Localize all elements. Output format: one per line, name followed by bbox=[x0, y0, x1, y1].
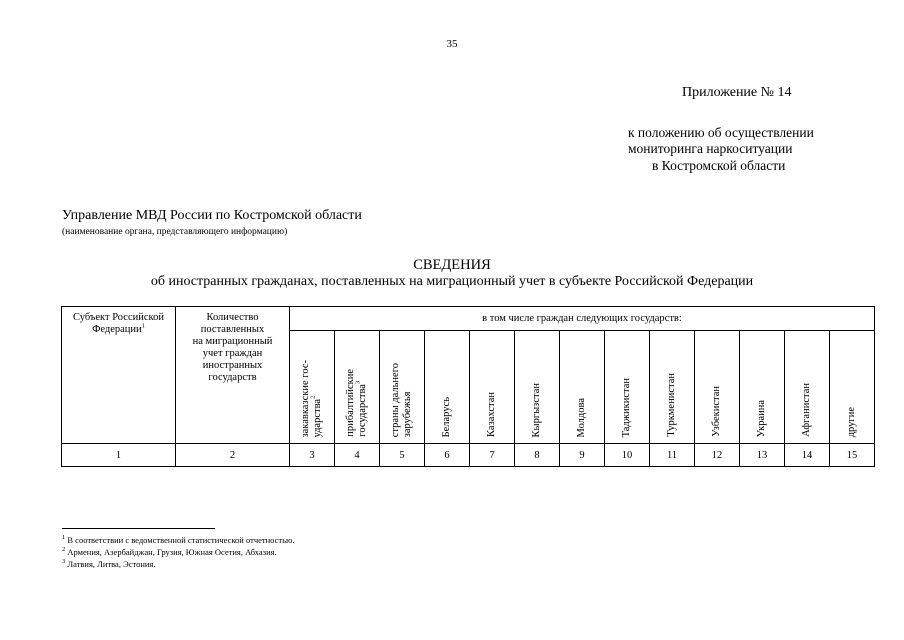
footnote-mark: 3 bbox=[354, 381, 362, 385]
document-title: СВЕДЕНИЯ bbox=[413, 257, 491, 273]
footnote bbox=[62, 559, 155, 569]
country-name-line: государства bbox=[357, 384, 368, 437]
count-header-line: учет граждан bbox=[202, 348, 263, 359]
country-name-line: страны дальнего bbox=[390, 362, 401, 437]
country-header bbox=[666, 373, 678, 437]
column-number-cell: 14 bbox=[785, 444, 830, 467]
column-number-cell: 13 bbox=[740, 444, 785, 467]
country-header bbox=[531, 383, 543, 437]
footnote-mark: 3 bbox=[62, 558, 66, 566]
appendix-subtitle-line: в Костромской области bbox=[652, 158, 786, 173]
column-number-cell: 9 bbox=[560, 444, 605, 467]
country-name-line: закавказские гос- bbox=[300, 359, 311, 437]
column-number-cell: 8 bbox=[515, 444, 560, 467]
footnote bbox=[62, 535, 294, 545]
footnote-separator bbox=[62, 528, 215, 529]
country-header bbox=[390, 363, 414, 437]
column-number-cell: 11 bbox=[650, 444, 695, 467]
country-header bbox=[801, 383, 813, 437]
count-header-line: государств bbox=[208, 372, 257, 383]
country-header-cell bbox=[380, 331, 425, 444]
subject-header-cell bbox=[62, 307, 176, 444]
footnote-text: В соответствии с ведомственной статистической отчетностью. bbox=[67, 535, 295, 545]
count-header-line: иностранных bbox=[202, 360, 263, 371]
data-table bbox=[61, 306, 875, 467]
count-header-cell bbox=[176, 307, 290, 444]
count-header-line: Количество bbox=[206, 312, 259, 323]
appendix-title: Приложение № 14 bbox=[682, 85, 792, 100]
footnote-mark: 2 bbox=[309, 395, 317, 399]
country-header bbox=[486, 392, 498, 437]
count-header-line: на миграционный bbox=[192, 336, 273, 347]
appendix-subtitle-line: мониторинга наркоситуации bbox=[628, 141, 793, 156]
footnote-text: Армения, Азербайджан, Грузия, Южная Осетия, Абхазия. bbox=[67, 547, 277, 557]
country-name-line: Афганистан bbox=[801, 383, 812, 437]
appendix-subtitle-line: к положению об осуществлении bbox=[628, 125, 814, 140]
column-number-cell: 7 bbox=[470, 444, 515, 467]
country-header-cell bbox=[335, 331, 380, 444]
column-number-cell: 2 bbox=[176, 444, 290, 467]
page-number: 35 bbox=[446, 38, 458, 50]
country-name-line: ударства bbox=[312, 398, 323, 437]
country-header bbox=[711, 386, 723, 437]
column-number-cell: 3 bbox=[290, 444, 335, 467]
footnote-text: Латвия, Литва, Эстония. bbox=[67, 559, 156, 569]
country-header-cell bbox=[740, 331, 785, 444]
country-header-cell bbox=[830, 331, 875, 444]
country-header-cell bbox=[605, 331, 650, 444]
country-name-line: зарубежья bbox=[402, 391, 413, 437]
organization-name: Управление МВД России по Костромской области bbox=[62, 208, 362, 223]
country-name-line: Казахстан bbox=[486, 392, 497, 437]
country-name-line: Туркменистан bbox=[666, 373, 677, 437]
country-name-line: Узбекистан bbox=[711, 386, 722, 437]
column-number-cell: 15 bbox=[830, 444, 875, 467]
column-number-cell: 1 bbox=[62, 444, 176, 467]
countries-group-header: в том числе граждан следующих государств: bbox=[290, 307, 875, 331]
count-header-line: поставленных bbox=[200, 324, 265, 335]
country-header-cell bbox=[515, 331, 560, 444]
country-header bbox=[846, 407, 858, 437]
country-name-line: Украина bbox=[756, 399, 767, 437]
country-header bbox=[345, 369, 369, 437]
footnote-mark: 2 bbox=[62, 546, 66, 554]
country-name-line: прибалтийские bbox=[345, 369, 356, 437]
column-number-cell: 4 bbox=[335, 444, 380, 467]
country-header bbox=[300, 360, 324, 438]
country-header bbox=[756, 400, 768, 437]
column-number-row bbox=[62, 444, 875, 467]
footnote-mark: 1 bbox=[62, 534, 66, 542]
header-row bbox=[62, 307, 875, 331]
document-subtitle: об иностранных гражданах, поставленных на миграционный учет в субъекте Российской Федерации bbox=[150, 274, 754, 289]
country-header-cell bbox=[470, 331, 515, 444]
country-header bbox=[576, 398, 588, 438]
country-name-line: Таджикистан bbox=[621, 377, 632, 437]
footnote-mark: 1 bbox=[141, 322, 145, 330]
country-name-line: Кыргызстан bbox=[531, 382, 542, 437]
country-name-line: Беларусь bbox=[441, 396, 452, 437]
country-header-cell bbox=[425, 331, 470, 444]
country-header-cell bbox=[650, 331, 695, 444]
country-name-line: другие bbox=[846, 406, 857, 437]
country-header-cell bbox=[290, 331, 335, 444]
organization-caption: (наименование органа, представляющего информацию) bbox=[62, 227, 288, 237]
country-header-cell bbox=[785, 331, 830, 444]
column-number-cell: 10 bbox=[605, 444, 650, 467]
country-header bbox=[621, 378, 633, 437]
column-number-cell: 6 bbox=[425, 444, 470, 467]
subject-header: Субъект Российской Федерации bbox=[73, 312, 164, 335]
country-name-line: Молдова bbox=[576, 397, 587, 437]
footnote bbox=[62, 547, 277, 557]
count-header bbox=[176, 307, 289, 384]
country-header bbox=[441, 397, 453, 437]
column-number-cell: 5 bbox=[380, 444, 425, 467]
column-number-cell: 12 bbox=[695, 444, 740, 467]
country-header-cell bbox=[695, 331, 740, 444]
country-header-cell bbox=[560, 331, 605, 444]
